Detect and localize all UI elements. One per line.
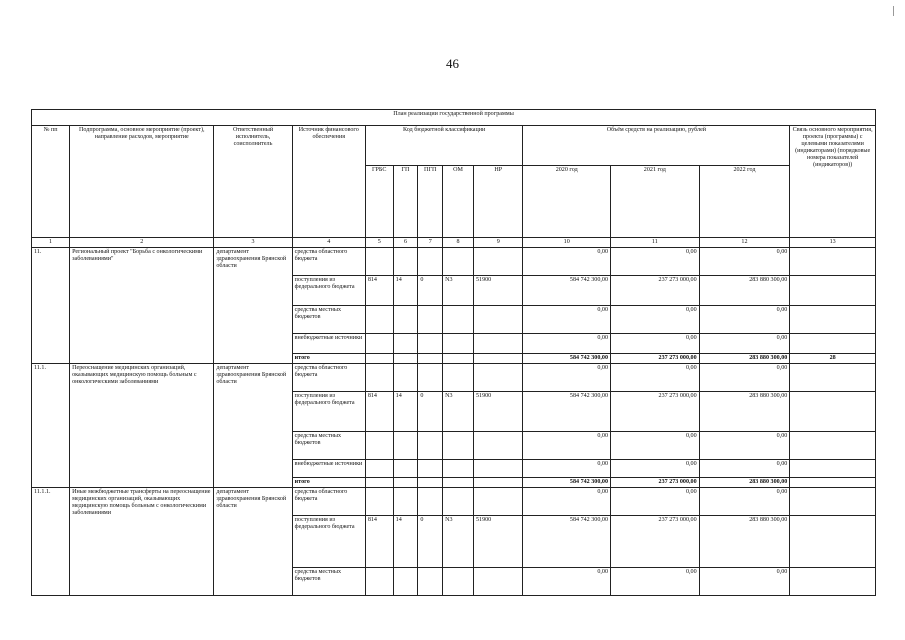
column-number: 8 xyxy=(443,238,474,248)
funding-source: поступления из федерального бюджета xyxy=(292,516,365,568)
program-plan-table xyxy=(31,109,876,596)
funding-source: средства областного бюджета xyxy=(292,488,365,516)
nr-code: 51900 xyxy=(473,516,522,568)
amount-2021: 0,00 xyxy=(611,460,700,478)
amount-2022: 0,00 xyxy=(699,248,790,276)
om-code: N3 xyxy=(443,392,474,432)
indicator-link xyxy=(790,276,876,306)
column-number: 2 xyxy=(70,238,214,248)
pgp-code: 0 xyxy=(418,392,443,432)
om-code xyxy=(443,460,474,478)
amount-2021: 237 273 000,00 xyxy=(611,516,700,568)
header-2020: 2020 год xyxy=(523,166,611,238)
pgp-code xyxy=(418,460,443,478)
column-number: 4 xyxy=(292,238,365,248)
om-code xyxy=(443,248,474,276)
gp-code xyxy=(393,306,418,334)
om-code xyxy=(443,334,474,354)
total-label: итого xyxy=(292,354,365,364)
empty-code-cell xyxy=(393,478,418,488)
indicator-link xyxy=(790,432,876,460)
amount-2020: 0,00 xyxy=(523,460,611,478)
gp-code xyxy=(393,488,418,516)
item-number: 11.1.1. xyxy=(32,488,70,596)
total-2021: 237 273 000,00 xyxy=(611,478,700,488)
amount-2021: 0,00 xyxy=(611,334,700,354)
indicator-link xyxy=(790,306,876,334)
column-number: 6 xyxy=(393,238,418,248)
nr-code xyxy=(473,432,522,460)
nr-code: 51900 xyxy=(473,392,522,432)
pgp-code: 0 xyxy=(418,276,443,306)
gp-code xyxy=(393,460,418,478)
item-name: Иные межбюджетные трансферты на переоснащение медицинских организаций, оказывающих медицинскую помощь больным с онкологическими заболеваниями xyxy=(70,488,214,596)
amount-2021: 0,00 xyxy=(611,306,700,334)
header-num: № пп xyxy=(32,126,70,238)
om-code xyxy=(443,568,474,596)
header-program: Подпрограмма, основное мероприятие (проект), направление расходов, мероприятие xyxy=(70,126,214,238)
grbs-code xyxy=(365,334,393,354)
amount-2022: 0,00 xyxy=(699,364,790,392)
pgp-code xyxy=(418,364,443,392)
amount-2022: 0,00 xyxy=(699,568,790,596)
funding-source: средства областного бюджета xyxy=(292,364,365,392)
nr-code xyxy=(473,248,522,276)
amount-2020: 0,00 xyxy=(523,488,611,516)
nr-code xyxy=(473,364,522,392)
om-code: N3 xyxy=(443,516,474,568)
column-number: 1 xyxy=(32,238,70,248)
pgp-code xyxy=(418,248,443,276)
amount-2021: 237 273 000,00 xyxy=(611,276,700,306)
header-source: Источник финансового обеспечения xyxy=(292,126,365,238)
gp-code: 14 xyxy=(393,392,418,432)
page-number: 46 xyxy=(446,56,459,71)
amount-2021: 0,00 xyxy=(611,248,700,276)
table-row xyxy=(32,364,876,392)
grbs-code: 814 xyxy=(365,276,393,306)
grbs-code xyxy=(365,568,393,596)
header-nr: НР xyxy=(473,166,522,238)
grbs-code: 814 xyxy=(365,516,393,568)
amount-2021: 0,00 xyxy=(611,364,700,392)
total-label: итого xyxy=(292,478,365,488)
item-name: Региональный проект "Борьба с онкологическими заболеваниями" xyxy=(70,248,214,364)
item-number: 11.1. xyxy=(32,364,70,488)
amount-2020: 584 742 300,00 xyxy=(523,276,611,306)
indicator-link xyxy=(790,478,876,488)
item-responsible: департамент здравоохранения Брянской области xyxy=(214,248,292,364)
header-2022: 2022 год xyxy=(699,166,790,238)
empty-code-cell xyxy=(418,478,443,488)
pgp-code xyxy=(418,432,443,460)
header-grbs: ГРБС xyxy=(365,166,393,238)
funding-source: поступления из федерального бюджета xyxy=(292,392,365,432)
item-responsible: департамент здравоохранения Брянской области xyxy=(214,488,292,596)
column-number: 5 xyxy=(365,238,393,248)
grbs-code xyxy=(365,460,393,478)
amount-2022: 283 880 300,00 xyxy=(699,392,790,432)
total-2022: 283 880 300,00 xyxy=(699,354,790,364)
grbs-code xyxy=(365,432,393,460)
item-number: 11. xyxy=(32,248,70,364)
nr-code xyxy=(473,488,522,516)
empty-code-cell xyxy=(393,354,418,364)
nr-code xyxy=(473,460,522,478)
nr-code xyxy=(473,334,522,354)
pgp-code xyxy=(418,334,443,354)
om-code xyxy=(443,364,474,392)
gp-code: 14 xyxy=(393,516,418,568)
gp-code: 14 xyxy=(393,276,418,306)
om-code xyxy=(443,432,474,460)
amount-2021: 237 273 000,00 xyxy=(611,392,700,432)
om-code xyxy=(443,488,474,516)
empty-code-cell xyxy=(418,354,443,364)
header-2021: 2021 год xyxy=(611,166,700,238)
total-2020: 584 742 300,00 xyxy=(523,478,611,488)
gp-code xyxy=(393,568,418,596)
empty-code-cell xyxy=(365,354,393,364)
amount-2022: 0,00 xyxy=(699,334,790,354)
funding-source: внебюджетные источники xyxy=(292,334,365,354)
column-number: 10 xyxy=(523,238,611,248)
nr-code xyxy=(473,306,522,334)
funding-source: средства местных бюджетов xyxy=(292,306,365,334)
total-2021: 237 273 000,00 xyxy=(611,354,700,364)
indicator-link xyxy=(790,568,876,596)
column-number: 13 xyxy=(790,238,876,248)
header-bcc: Код бюджетной классификации xyxy=(365,126,523,166)
item-responsible: департамент здравоохранения Брянской области xyxy=(214,364,292,488)
indicator-link xyxy=(790,392,876,432)
indicator-link: 28 xyxy=(790,354,876,364)
total-2022: 283 880 300,00 xyxy=(699,478,790,488)
amount-2022: 0,00 xyxy=(699,488,790,516)
header-pgp: ПГП xyxy=(418,166,443,238)
amount-2021: 0,00 xyxy=(611,432,700,460)
header-link: Связь основного мероприятия, проекта (программы) с целевыми показателями (индикаторами) (порядковые номера показателей (индикаторов)) xyxy=(790,126,876,238)
scan-edge-mark xyxy=(893,6,894,16)
column-number: 9 xyxy=(473,238,522,248)
indicator-link xyxy=(790,364,876,392)
funding-source: средства областного бюджета xyxy=(292,248,365,276)
table-row xyxy=(32,488,876,516)
amount-2020: 0,00 xyxy=(523,306,611,334)
amount-2020: 0,00 xyxy=(523,334,611,354)
nr-code: 51900 xyxy=(473,276,522,306)
amount-2022: 283 880 300,00 xyxy=(699,516,790,568)
om-code: N3 xyxy=(443,276,474,306)
header-gp: ГП xyxy=(393,166,418,238)
om-code xyxy=(443,306,474,334)
amount-2022: 0,00 xyxy=(699,460,790,478)
column-number: 11 xyxy=(611,238,700,248)
funding-source: средства местных бюджетов xyxy=(292,432,365,460)
amount-2022: 283 880 300,00 xyxy=(699,276,790,306)
table-caption: План реализации государственной программы xyxy=(32,110,876,126)
header-om: ОМ xyxy=(443,166,474,238)
amount-2022: 0,00 xyxy=(699,432,790,460)
empty-code-cell xyxy=(473,354,522,364)
indicator-link xyxy=(790,334,876,354)
funding-source: средства местных бюджетов xyxy=(292,568,365,596)
table-body xyxy=(32,248,876,596)
gp-code xyxy=(393,432,418,460)
indicator-link xyxy=(790,248,876,276)
column-number: 3 xyxy=(214,238,292,248)
pgp-code: 0 xyxy=(418,516,443,568)
pgp-code xyxy=(418,306,443,334)
grbs-code xyxy=(365,306,393,334)
empty-code-cell xyxy=(473,478,522,488)
gp-code xyxy=(393,334,418,354)
gp-code xyxy=(393,364,418,392)
funding-source: поступления из федерального бюджета xyxy=(292,276,365,306)
amount-2020: 584 742 300,00 xyxy=(523,392,611,432)
pgp-code xyxy=(418,568,443,596)
item-name: Переоснащение медицинских организаций, оказывающих медицинскую помощь больным с онкологическими заболеваниями xyxy=(70,364,214,488)
empty-code-cell xyxy=(443,354,474,364)
amount-2020: 0,00 xyxy=(523,248,611,276)
amount-2020: 0,00 xyxy=(523,432,611,460)
pgp-code xyxy=(418,488,443,516)
indicator-link xyxy=(790,516,876,568)
column-number: 12 xyxy=(699,238,790,248)
amount-2021: 0,00 xyxy=(611,568,700,596)
grbs-code xyxy=(365,248,393,276)
column-number: 7 xyxy=(418,238,443,248)
amount-2020: 0,00 xyxy=(523,568,611,596)
grbs-code xyxy=(365,364,393,392)
gp-code xyxy=(393,248,418,276)
grbs-code xyxy=(365,488,393,516)
amount-2022: 0,00 xyxy=(699,306,790,334)
header-responsible: Ответственный исполнитель, соисполнитель xyxy=(214,126,292,238)
amount-2021: 0,00 xyxy=(611,488,700,516)
indicator-link xyxy=(790,460,876,478)
column-number-row xyxy=(32,238,876,248)
total-2020: 584 742 300,00 xyxy=(523,354,611,364)
header-volume: Объём средств на реализацию, рублей xyxy=(523,126,790,166)
grbs-code: 814 xyxy=(365,392,393,432)
indicator-link xyxy=(790,488,876,516)
nr-code xyxy=(473,568,522,596)
amount-2020: 0,00 xyxy=(523,364,611,392)
empty-code-cell xyxy=(443,478,474,488)
table-row xyxy=(32,248,876,276)
empty-code-cell xyxy=(365,478,393,488)
funding-source: внебюджетные источники xyxy=(292,460,365,478)
amount-2020: 584 742 300,00 xyxy=(523,516,611,568)
